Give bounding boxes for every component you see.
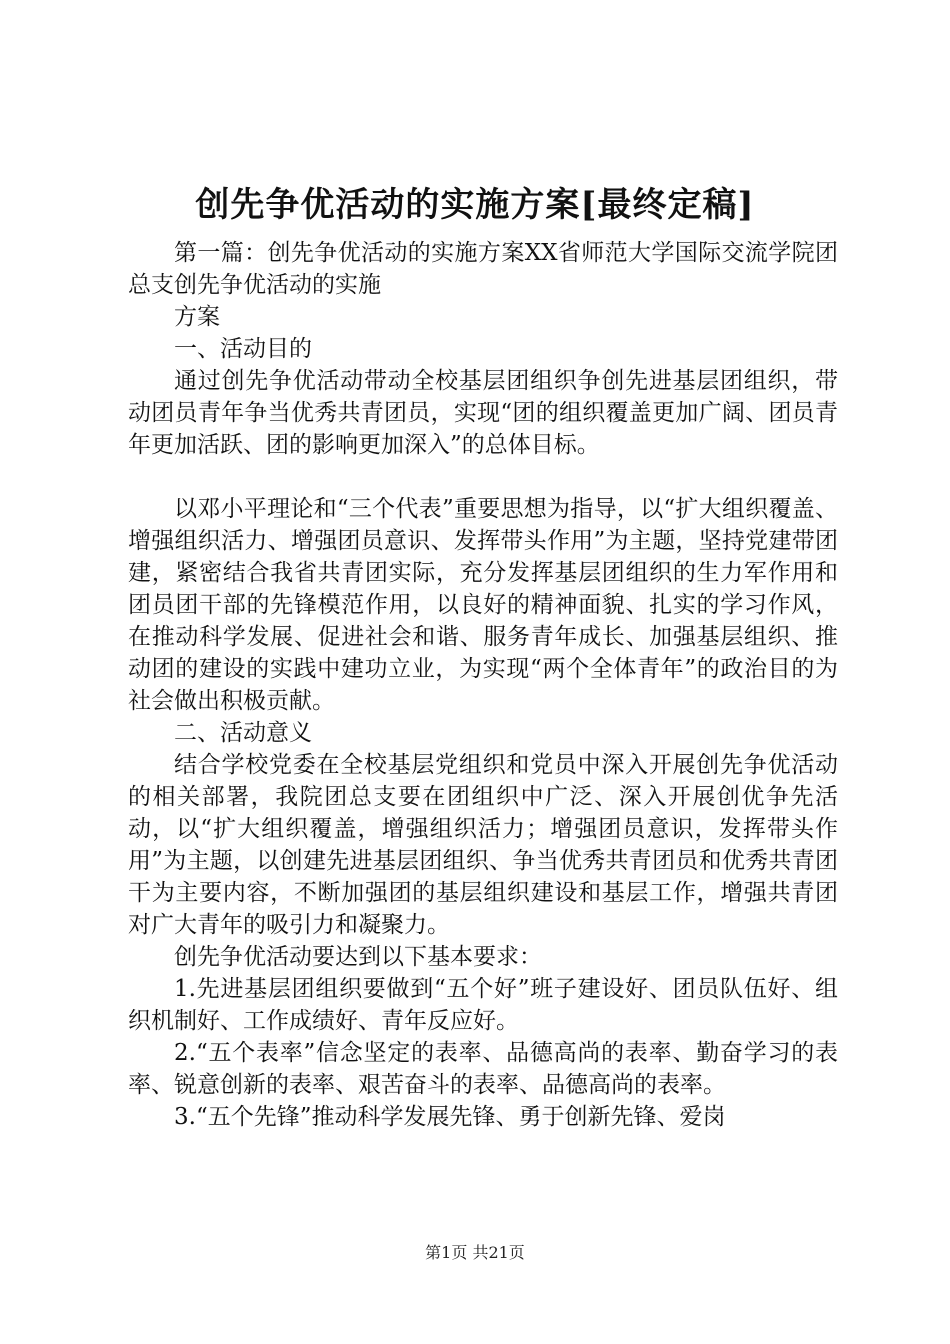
list-item-requirement-2: 2.“五个表率”信念坚定的表率、品德高尚的表率、勤奋学习的表率、锐意创新的表率、艰苦奋斗的表率、品德高尚的表率。 [128, 1040, 838, 1098]
paragraph-fang-an: 方案 [174, 304, 220, 330]
page-number-footer: 第1页 共21页 [425, 1243, 525, 1262]
paragraph-spacer [128, 461, 838, 493]
paragraph-requirements-intro: 创先争优活动要达到以下基本要求： [174, 944, 542, 970]
paragraph-guidance: 以邓小平理论和“三个代表”重要思想为指导，以“扩大组织覆盖、增强组织活力、增强团员意识、发挥带头作用”为主题，坚持党建带团建，紧密结合我省共青团实际，充分发挥基层团组织的生力军作用和团员团干部的先锋模范作用，以良好的精神面貌、扎实的学习作风，在推动科学发展、促进社会和谐、服务青年成长、加强基层组织、推动团的建设的实践中建功立业，为实现“两个全体青年”的政治目的为社会做出积极贡献。 [128, 496, 838, 714]
document-body [128, 237, 838, 1133]
document-title: 创先争优活动的实施方案[最终定稿] [195, 185, 755, 225]
list-item-requirement-1: 1.先进基层团组织要做到“五个好”班子建设好、团员队伍好、组织机制好、工作成绩好、青年反应好。 [128, 976, 838, 1034]
paragraph-purpose: 通过创先争优活动带动全校基层团组织争创先进基层团组织，带动团员青年争当优秀共青团员，实现“团的组织覆盖更加广阔、团员青年更加活跃、团的影响更加深入”的总体目标。 [128, 368, 838, 458]
heading-activity-significance: 二、活动意义 [174, 720, 312, 746]
list-item-requirement-3: 3.“五个先锋”推动科学发展先锋、勇于创新先锋、爱岗 [174, 1104, 726, 1130]
paragraph-intro: 第一篇：创先争优活动的实施方案XX省师范大学国际交流学院团总支创先争优活动的实施 [128, 240, 838, 298]
heading-activity-purpose: 一、活动目的 [174, 336, 312, 362]
paragraph-significance: 结合学校党委在全校基层党组织和党员中深入开展创先争优活动的相关部署，我院团总支要在团组织中广泛、深入开展创优争先活动，以“扩大组织覆盖，增强组织活力；增强团员意识，发挥带头作用”为主题，以创建先进基层团组织、争当优秀共青团员和优秀共青团干为主要内容，不断加强团的基层组织建设和基层工作，增强共青团对广大青年的吸引力和凝聚力。 [128, 752, 838, 938]
